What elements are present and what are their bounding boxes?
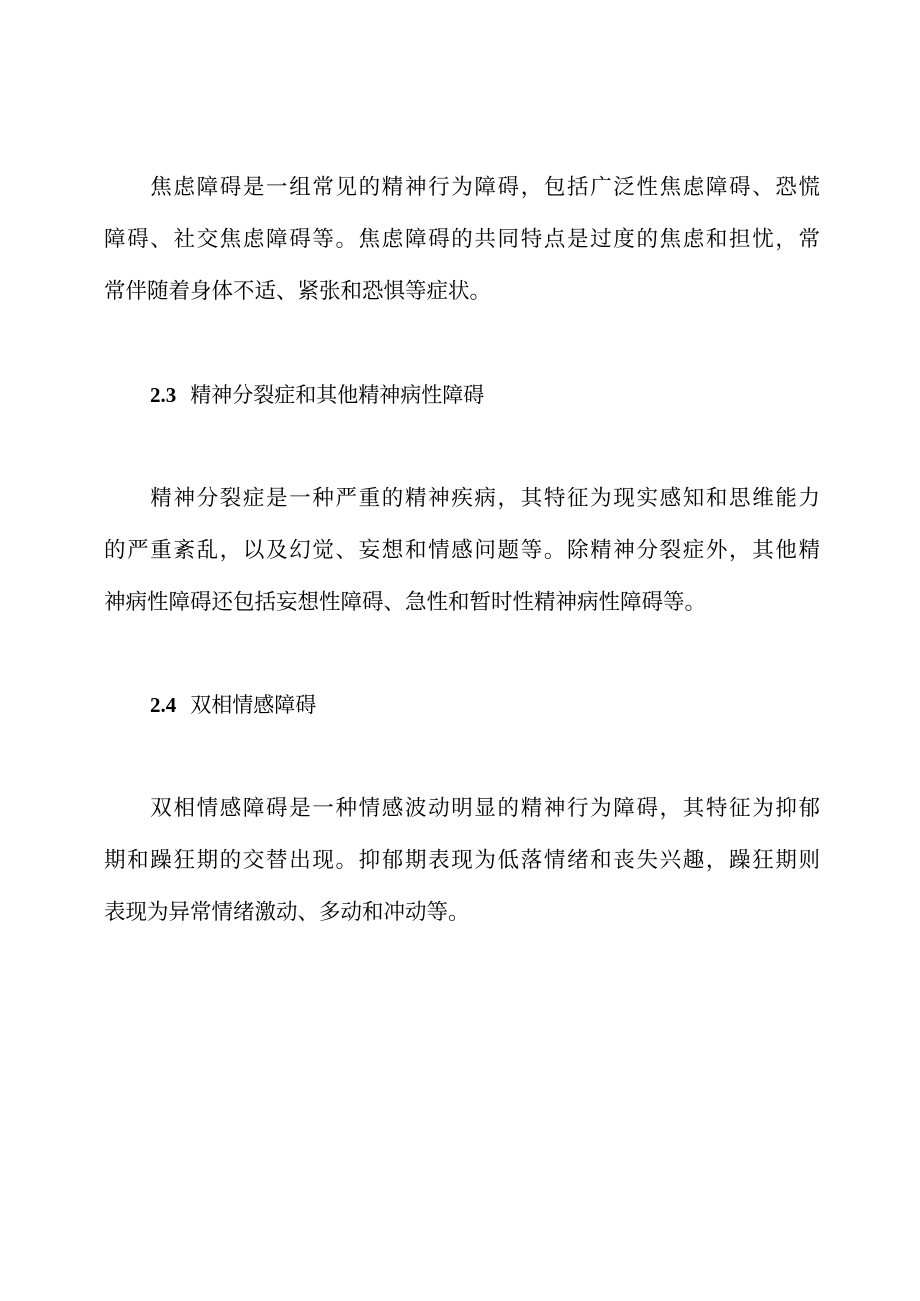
paragraph-line: 障碍、社交焦虑障碍等。焦虑障碍的共同特点是过度的焦虑和担忧，常 xyxy=(104,227,820,252)
section-number: 2.3 xyxy=(150,383,177,407)
section-number: 2.4 xyxy=(150,693,177,717)
paragraph-line: 的严重紊乱，以及幻觉、妄想和情感问题等。除精神分裂症外，其他精 xyxy=(104,538,820,563)
section-title: 双相情感障碍 xyxy=(190,693,317,717)
section-heading-2-3 xyxy=(150,382,484,408)
paragraph-line: 精神分裂症是一种严重的精神疾病，其特征为现实感知和思维能力 xyxy=(104,486,820,511)
paragraph-line: 神病性障碍还包括妄想性障碍、急性和暂时性精神病性障碍等。 xyxy=(104,590,707,615)
paragraph-bipolar-disorder xyxy=(104,796,820,952)
paragraph-line: 表现为异常情绪激动、多动和冲动等。 xyxy=(104,900,470,925)
paragraph-line: 焦虑障碍是一组常见的精神行为障碍，包括广泛性焦虑障碍、恐慌 xyxy=(104,175,820,200)
paragraph-line: 期和躁狂期的交替出现。抑郁期表现为低落情绪和丧失兴趣，躁狂期则 xyxy=(104,848,820,873)
paragraph-line: 常伴随着身体不适、紧张和恐惧等症状。 xyxy=(104,279,492,304)
paragraph-line: 双相情感障碍是一种情感波动明显的精神行为障碍，其特征为抑郁 xyxy=(104,796,820,821)
section-heading-2-4 xyxy=(150,692,316,718)
paragraph-schizophrenia xyxy=(104,486,820,642)
paragraph-anxiety-disorders xyxy=(104,175,820,331)
section-title: 精神分裂症和其他精神病性障碍 xyxy=(190,383,485,407)
